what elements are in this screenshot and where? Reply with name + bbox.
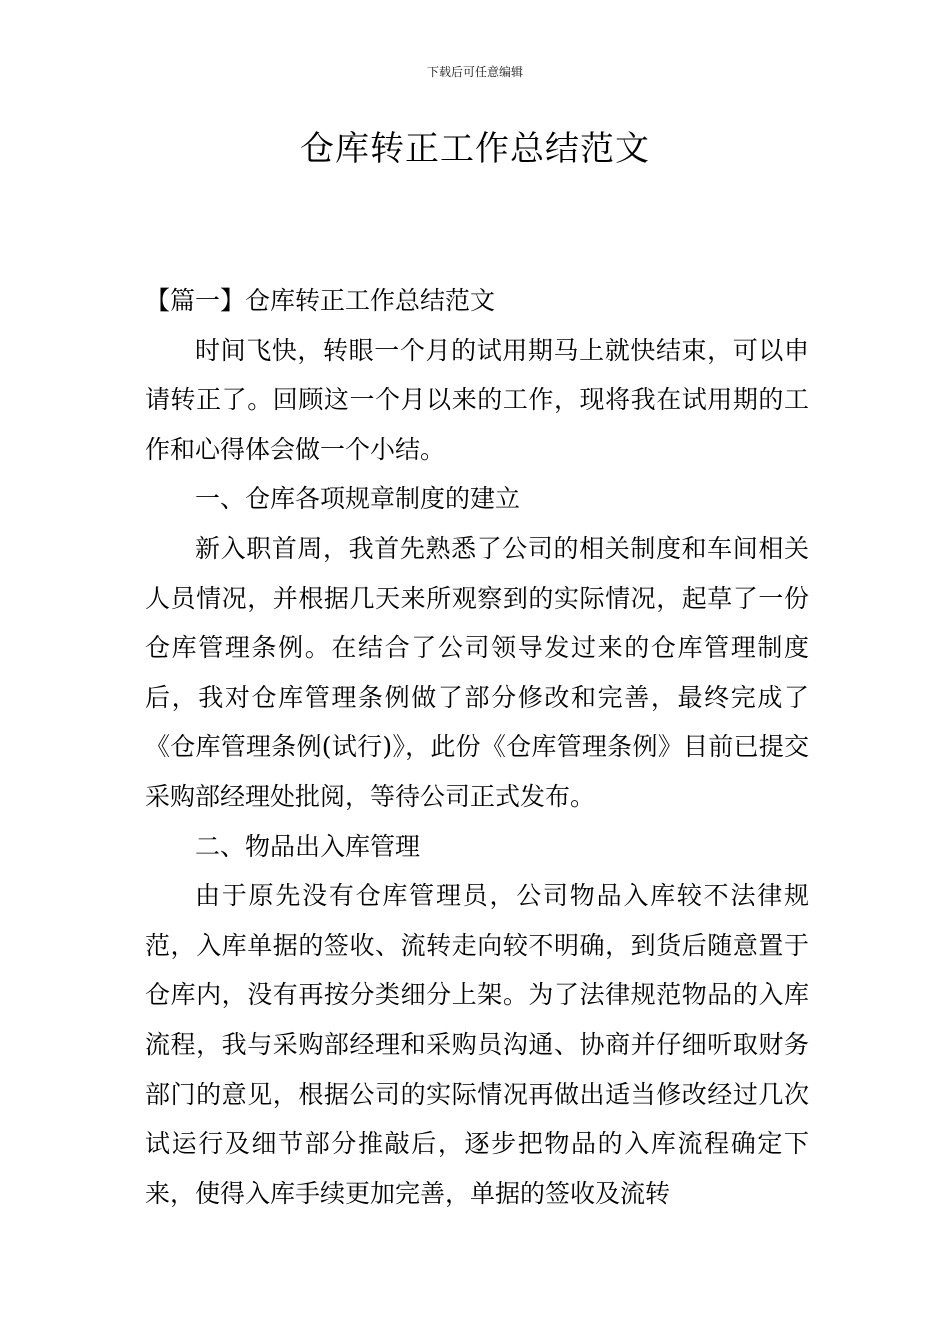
paragraph-intro: 时间飞快，转眼一个月的试用期马上就快结束，可以申请转正了。回顾这一个月以来的工作，现将我在试用期的工作和心得体会做一个小结。 bbox=[145, 335, 809, 464]
document-title: 仓库转正工作总结范文 bbox=[300, 129, 650, 169]
document-body bbox=[145, 276, 809, 1218]
paragraph-rules: 新入职首周，我首先熟悉了公司的相关制度和车间相关人员情况，并根据几天来所观察到的实际情况，起草了一份仓库管理条例。在结合了公司领导发过来的仓库管理制度后，我对仓库管理条例做了部分修改和完善，最终完成了《仓库管理条例(试行)》，此份《仓库管理条例》目前已提交采购部经理处批阅，等待公司正式发布。 bbox=[145, 533, 809, 811]
header-note: 下载后可任意编辑 bbox=[426, 65, 523, 79]
paragraph-inventory: 由于原先没有仓库管理员，公司物品入库较不法律规范，入库单据的签收、流转走向较不明确，到货后随意置于仓库内，没有再按分类细分上架。为了法律规范物品的入库流程，我与采购部经理和采购员沟通、协商并仔细听取财务部门的意见，根据公司的实际情况再做出适当修改经过几次试运行及细节部分推敲后，逐步把物品的入库流程确定下来，使得入库手续更加完善，单据的签收及流转 bbox=[145, 881, 809, 1208]
section-heading: 【篇一】仓库转正工作总结范文 bbox=[145, 286, 496, 315]
subheading-rules: 一、仓库各项规章制度的建立 bbox=[195, 484, 521, 514]
subheading-inventory: 二、物品出入库管理 bbox=[195, 831, 421, 861]
